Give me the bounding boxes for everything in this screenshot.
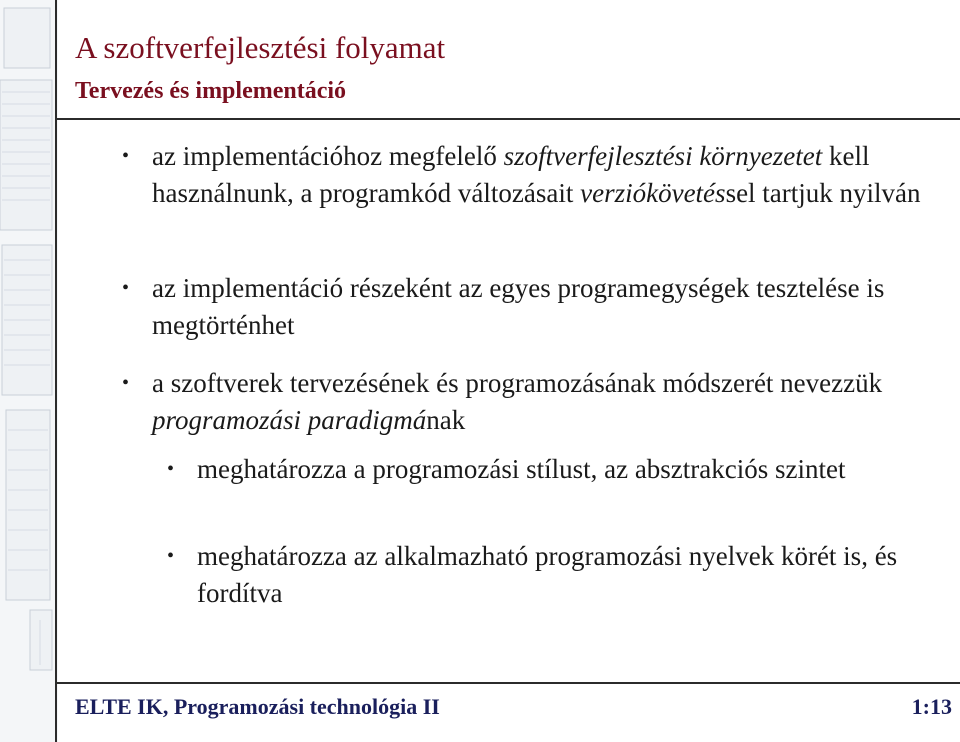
bullet-text <box>152 138 932 212</box>
bullet-text <box>152 365 932 439</box>
text-run: sel tartjuk nyilván <box>725 178 921 208</box>
text-run-italic: verziókövetés <box>580 178 726 208</box>
bullet-item-2 <box>122 270 932 344</box>
bullet-text: meghatározza az alkalmazható programozási nyelvek körét is, és fordítva <box>197 541 898 608</box>
sub-bullet-item-1 <box>167 451 937 488</box>
text-run: nak <box>426 405 466 435</box>
header-divider <box>56 118 960 120</box>
text-run: a szoftverek tervezésének és programozásának módszerét nevezzük <box>152 368 883 398</box>
footer-course-label: ELTE IK, Programozási technológia II <box>75 694 440 719</box>
bullet-marker: • <box>167 545 175 567</box>
sub-bullet-item-2 <box>167 538 937 612</box>
bullet-text: az implementáció részeként az egyes programegységek tesztelése is megtörténhet <box>152 273 885 340</box>
footer-divider <box>56 682 960 684</box>
bullet-marker: • <box>122 277 130 299</box>
diagram-thumbnail-image <box>0 0 58 742</box>
bullet-marker: • <box>167 458 175 480</box>
text-run: az implementációhoz megfelelő <box>152 141 504 171</box>
bullet-text: meghatározza a programozási stílust, az absztrakciós szintet <box>197 454 846 484</box>
slide-subtitle: Tervezés és implementáció <box>75 78 347 104</box>
text-run: kell használnunk, a programkód változásait <box>152 141 870 208</box>
decorative-diagram-strip <box>0 0 58 742</box>
bullet-marker: • <box>122 372 130 394</box>
text-run-italic: programozási paradigmá <box>152 405 427 435</box>
bullet-item-3 <box>122 365 932 439</box>
slide-number: 1:13 <box>911 694 952 719</box>
vertical-divider <box>55 0 57 742</box>
text-run-italic: szoftverfejlesztési környezetet <box>503 141 823 171</box>
bullet-marker: • <box>122 145 130 167</box>
bullet-item-1 <box>122 138 932 212</box>
slide-title: A szoftverfejlesztési folyamat <box>75 30 446 65</box>
